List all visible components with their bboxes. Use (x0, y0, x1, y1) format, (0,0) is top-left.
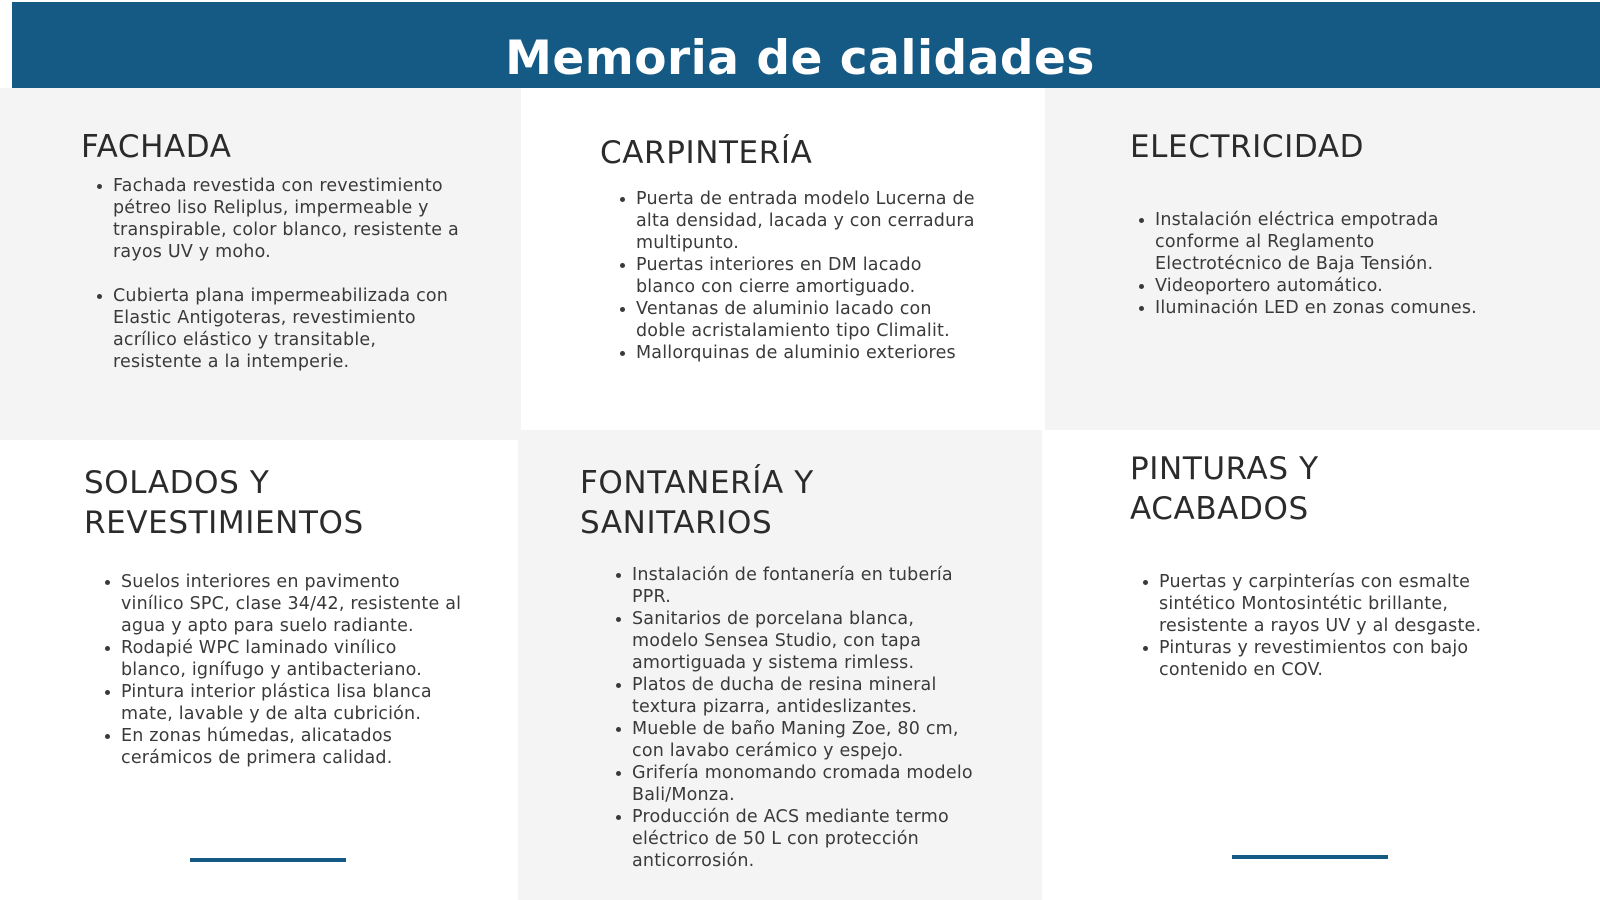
list-item: • Puerta de entrada modelo Lucerna de alta densidad, lacada y con cerradura multipunto. (636, 188, 981, 254)
list-item: • Puertas y carpinterías con esmalte sintético Montosintétic brillante, resistente a rayos UV y al desgaste. (1159, 571, 1507, 637)
section-title-line: ACABADOS (1130, 491, 1309, 527)
section-title-electricidad: ELECTRICIDAD (1130, 129, 1365, 165)
list-solados (97, 571, 466, 769)
section-title-carpinteria: CARPINTERÍA (600, 135, 813, 171)
list-item: • Mallorquinas de aluminio exteriores (636, 342, 981, 364)
list-item: • En zonas húmedas, alicatados cerámicos de primera calidad. (121, 725, 466, 769)
section-title-line: REVESTIMIENTOS (84, 505, 364, 541)
list-item: • Grifería monomando cromada modelo Bali/Monza. (632, 762, 977, 806)
list-item: • Videoportero automático. (1155, 275, 1500, 297)
list-item: • Cubierta plana impermeabilizada con Elastic Antigoteras, revestimiento acrílico elástico y transitable, resistente a la intemperie. (113, 285, 463, 373)
section-title-line: SOLADOS Y (84, 465, 270, 501)
list-item: • Rodapié WPC laminado vinílico blanco, ignífugo y antibacteriano. (121, 637, 466, 681)
decorative-divider (1232, 855, 1388, 859)
list-item: • Sanitarios de porcelana blanca, modelo Sensea Studio, con tapa amortiguada y sistema rimless. (632, 608, 977, 674)
list-item: • Mueble de baño Maning Zoe, 80 cm, con lavabo cerámico y espejo. (632, 718, 977, 762)
list-item: • Platos de ducha de resina mineral textura pizarra, antideslizantes. (632, 674, 977, 718)
list-item: • Ventanas de aluminio lacado con doble acristalamiento tipo Climalit. (636, 298, 981, 342)
list-pinturas (1135, 571, 1507, 681)
section-title-solados (84, 463, 364, 543)
list-fachada (89, 175, 463, 373)
section-title-pinturas (1130, 449, 1319, 529)
list-electricidad (1131, 209, 1500, 319)
list-fontaneria (608, 564, 977, 872)
section-title-fachada: FACHADA (81, 129, 232, 165)
list-item: • Iluminación LED en zonas comunes. (1155, 297, 1500, 319)
section-title-line: PINTURAS Y (1130, 451, 1319, 487)
section-title-line: FONTANERÍA Y (580, 465, 814, 501)
list-carpinteria (612, 188, 981, 364)
list-item: • Instalación eléctrica empotrada conforme al Reglamento Electrotécnico de Baja Tensión. (1155, 209, 1500, 275)
list-item: • Pintura interior plástica lisa blanca mate, lavable y de alta cubrición. (121, 681, 466, 725)
list-item: • Pinturas y revestimientos con bajo contenido en COV. (1159, 637, 1507, 681)
section-title-line: SANITARIOS (580, 505, 773, 541)
list-item: • Instalación de fontanería en tubería PPR. (632, 564, 977, 608)
list-item: • Fachada revestida con revestimiento pétreo liso Reliplus, impermeable y transpirable, color blanco, resistente a rayos UV y moho. (113, 175, 463, 263)
list-item: • Suelos interiores en pavimento vinílico SPC, clase 34/42, resistente al agua y apto para suelo radiante. (121, 571, 466, 637)
list-item: • Puertas interiores en DM lacado blanco con cierre amortiguado. (636, 254, 981, 298)
page-title: Memoria de calidades (505, 31, 1095, 86)
list-item: • Producción de ACS mediante termo eléctrico de 50 L con protección anticorrosión. (632, 806, 977, 872)
header-banner (12, 2, 1600, 88)
decorative-divider (190, 858, 346, 862)
section-title-fontaneria (580, 463, 814, 543)
